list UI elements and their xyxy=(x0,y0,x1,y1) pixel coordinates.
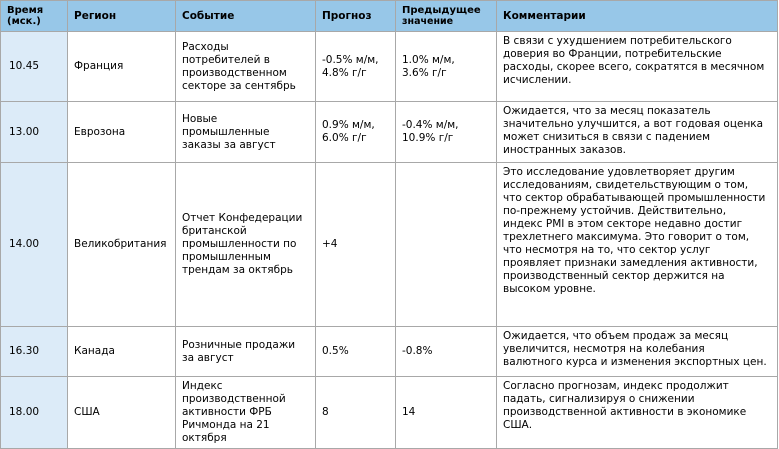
cell-time xyxy=(1,377,68,449)
header-comments xyxy=(497,1,778,32)
cell-region: США xyxy=(68,377,176,449)
cell-previous: -0.4% м/м, 10.9% г/г xyxy=(396,102,497,163)
time-text: 10.45 xyxy=(9,60,40,72)
header-previous-line1: Предыдущее xyxy=(402,5,481,16)
header-comments-label: Комментарии xyxy=(503,9,586,22)
cell-previous xyxy=(396,163,497,327)
table-row xyxy=(1,327,778,377)
cell-forecast: 0.9% м/м, 6.0% г/г xyxy=(316,102,396,163)
time-text: 14.00 xyxy=(9,238,40,250)
cell-comment: В связи с ухудшением потребительского доверия во Франции, потребительские расходы, скорее всего, сократятся в месячном исчислении. xyxy=(497,32,778,102)
cell-forecast: 0.5% xyxy=(316,327,396,377)
header-event-label: Событие xyxy=(182,9,235,22)
header-time-line2: (мск.) xyxy=(7,16,41,27)
cell-previous: 1.0% м/м, 3.6% г/г xyxy=(396,32,497,102)
cell-event: Розничные продажи за август xyxy=(176,327,316,377)
table-row xyxy=(1,377,778,449)
time-text: 18.00 xyxy=(9,406,40,418)
header-event xyxy=(176,1,316,32)
header-region-label: Регион xyxy=(74,9,117,22)
cell-region: Канада xyxy=(68,327,176,377)
cell-comment: Согласно прогнозам, индекс продолжит падать, сигнализируя о снижении производственной активности в экономике США. xyxy=(497,377,778,449)
cell-comment: Ожидается, что объем продаж за месяц увеличится, несмотря на колебания валютного курса и изменения экспортных цен. xyxy=(497,327,778,377)
cell-event: Индекс производственной активности ФРБ Ричмонда на 21 октября xyxy=(176,377,316,449)
time-text: 16.30 xyxy=(9,345,40,357)
header-region xyxy=(68,1,176,32)
cell-forecast: 8 xyxy=(316,377,396,449)
header-time-line1: Время xyxy=(7,5,44,16)
cell-time xyxy=(1,327,68,377)
cell-previous: -0.8% xyxy=(396,327,497,377)
cell-time xyxy=(1,32,68,102)
cell-comment: Ожидается, что за месяц показатель значительно улучшится, а вот годовая оценка может снизиться в связи с падением иностранных заказов. xyxy=(497,102,778,163)
header-time xyxy=(1,1,68,32)
header-previous-line2: значение xyxy=(402,16,454,27)
time-text: 13.00 xyxy=(9,125,40,138)
header-forecast xyxy=(316,1,396,32)
cell-region: Еврозона xyxy=(68,102,176,163)
cell-previous: 14 xyxy=(396,377,497,449)
cell-event: Новые промышленные заказы за август xyxy=(176,102,316,163)
header-forecast-label: Прогноз xyxy=(322,9,372,22)
table-row xyxy=(1,102,778,163)
cell-event: Расходы потребителей в производственном секторе за сентябрь xyxy=(176,32,316,102)
header-previous xyxy=(396,1,497,32)
cell-forecast: -0.5% м/м, 4.8% г/г xyxy=(316,32,396,102)
cell-region: Великобритания xyxy=(68,163,176,327)
header-row xyxy=(1,1,778,32)
table-row xyxy=(1,163,778,327)
table-row xyxy=(1,32,778,102)
cell-forecast: +4 xyxy=(316,163,396,327)
cell-region: Франция xyxy=(68,32,176,102)
cell-time xyxy=(1,163,68,327)
cell-event: Отчет Конфедерации британской промышленности по промышленным трендам за октябрь xyxy=(176,163,316,327)
cell-time xyxy=(1,102,68,163)
cell-comment: Это исследование удовлетворяет другим исследованиям, свидетельствующим о том, что сектор обрабатывающей промышленности по-прежнему устойчив. Действительно, индекс PMI в этом секторе недавно достиг трехлетнего максимума. Это говорит о том, что несмотря на то, что сектор услуг проявляет признаки замедления активности, производственный сектор держится на высоком уровне. xyxy=(497,163,778,327)
